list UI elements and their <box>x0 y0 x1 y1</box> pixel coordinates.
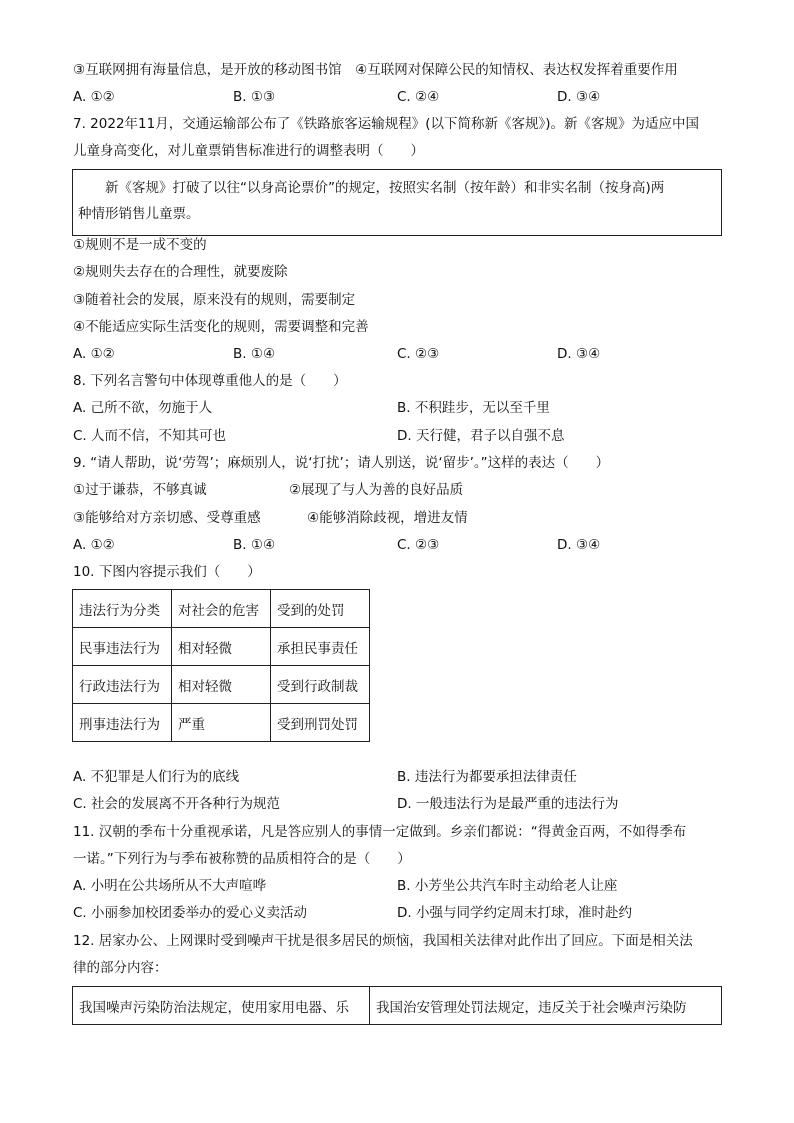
q7-stem-line2: 儿童身高变化，对儿童票销售标准进行的调整表明（ ） <box>73 143 424 159</box>
q11-option-a[interactable]: A. 小明在公共场所从不大声喧哗 <box>73 878 267 894</box>
q6-option-b[interactable]: B. ①③ <box>233 89 276 105</box>
q12-stem-line1: 12. 居家办公、上网课时受到噪声干扰是很多居民的烦恼，我国相关法律对此作出了回应。下面是相关法 <box>73 933 693 949</box>
q11-stem-line2: 一诺。”下列行为与季布被称赞的品质相符合的是（ ） <box>73 851 411 867</box>
table-cell: 承担民事责任 <box>271 628 370 666</box>
q7-material-box <box>72 169 722 236</box>
q6-item-line: ③互联网拥有海量信息，是开放的移动图书馆 ④互联网对保障公民的知情权、表达权发挥着重要作用 <box>73 62 678 78</box>
q9-item-2: ②展现了与人为善的良好品质 <box>289 482 464 498</box>
q10-option-c[interactable]: C. 社会的发展离不开各种行为规范 <box>73 796 281 812</box>
q9-option-a[interactable]: A. ①② <box>73 537 115 553</box>
q8-option-c[interactable]: C. 人而不信，不知其可也 <box>73 428 227 444</box>
q7-option-d[interactable]: D. ③④ <box>557 346 601 362</box>
table-row <box>73 666 370 704</box>
q9-option-b[interactable]: B. ①④ <box>233 537 276 553</box>
table-cell: 受到行政制裁 <box>271 666 370 704</box>
table-cell: 对社会的危害 <box>172 590 271 628</box>
q7-item-1: ①规则不是一成不变的 <box>73 237 207 253</box>
table-cell: 行政违法行为 <box>73 666 172 704</box>
q11-stem-line1: 11. 汉朝的季布十分重视承诺，凡是答应别人的事情一定做到。乡亲们都说：“得黄金百两，不如得季布 <box>73 824 687 840</box>
q8-stem: 8. 下列名言警句中体现尊重他人的是（ ） <box>73 373 347 389</box>
table-row <box>73 704 370 742</box>
table-cell: 相对轻微 <box>172 628 271 666</box>
q7-material-line2: 种情形销售儿童票。 <box>78 206 200 222</box>
q7-option-b[interactable]: B. ①④ <box>233 346 276 362</box>
table-row <box>73 628 370 666</box>
q6-option-c[interactable]: C. ②④ <box>397 89 440 105</box>
q6-option-a[interactable]: A. ①② <box>73 89 115 105</box>
q11-option-c[interactable]: C. 小丽参加校团委举办的爱心义卖活动 <box>73 905 308 921</box>
table-cell: 刑事违法行为 <box>73 704 172 742</box>
q7-item-2: ②规则失去存在的合理性，就要废除 <box>73 264 288 280</box>
q7-item-4: ④不能适应实际生活变化的规则，需要调整和完善 <box>73 319 369 335</box>
q9-stem: 9. “请人帮助，说‘劳驾’；麻烦别人，说‘打扰’；请人别送，说‘留步’。”这样的表达（ ） <box>73 455 610 471</box>
q12-law-table <box>72 986 722 1025</box>
q10-stem: 10. 下图内容提示我们（ ） <box>73 564 261 580</box>
q9-item-4: ④能够消除歧视，增进友情 <box>307 510 468 526</box>
q7-material-line1: 新《客规》打破了以往“以身高论票价”的规定，按照实名制（按年龄）和非实名制（按身高)两 <box>105 180 665 196</box>
table-cell: 民事违法行为 <box>73 628 172 666</box>
q10-option-a[interactable]: A. 不犯罪是人们行为的底线 <box>73 769 240 785</box>
q11-option-d[interactable]: D. 小强与同学约定周末打球，准时赴约 <box>397 905 632 921</box>
q7-option-c[interactable]: C. ②③ <box>397 346 440 362</box>
q12-stem-line2: 律的部分内容： <box>73 960 168 976</box>
q9-item-3: ③能够给对方亲切感、受尊重感 <box>73 510 261 526</box>
q8-option-b[interactable]: B. 不积跬步，无以至千里 <box>397 400 550 416</box>
table-cell: 严重 <box>172 704 271 742</box>
table-cell: 我国噪声污染防治法规定，使用家用电器、乐 <box>73 987 370 1025</box>
q6-option-d[interactable]: D. ③④ <box>557 89 601 105</box>
q11-option-b[interactable]: B. 小芳坐公共汽车时主动给老人让座 <box>397 878 618 894</box>
q7-stem-line1: 7. 2022年11月，交通运输部公布了《铁路旅客运输规程》(以下简称新《客规》)。新《客规》为适应中国 <box>73 116 699 132</box>
q9-option-c[interactable]: C. ②③ <box>397 537 440 553</box>
table-cell: 受到刑罚处罚 <box>271 704 370 742</box>
q8-option-d[interactable]: D. 天行健，君子以自强不息 <box>397 428 565 444</box>
q10-law-table <box>72 589 370 742</box>
q7-option-a[interactable]: A. ①② <box>73 346 115 362</box>
q10-option-b[interactable]: B. 违法行为都要承担法律责任 <box>397 769 577 785</box>
table-cell: 受到的处罚 <box>271 590 370 628</box>
q9-option-d[interactable]: D. ③④ <box>557 537 601 553</box>
table-cell: 我国治安管理处罚法规定，违反关于社会噪声污染防 <box>370 987 722 1025</box>
table-cell: 相对轻微 <box>172 666 271 704</box>
q9-item-1: ①过于谦恭，不够真诚 <box>73 482 207 498</box>
q8-option-a[interactable]: A. 己所不欲，勿施于人 <box>73 400 213 416</box>
table-row <box>73 987 722 1025</box>
table-cell: 违法行为分类 <box>73 590 172 628</box>
table-row <box>73 590 370 628</box>
q7-item-3: ③随着社会的发展，原来没有的规则，需要制定 <box>73 292 356 308</box>
q10-option-d[interactable]: D. 一般违法行为是最严重的违法行为 <box>397 796 619 812</box>
